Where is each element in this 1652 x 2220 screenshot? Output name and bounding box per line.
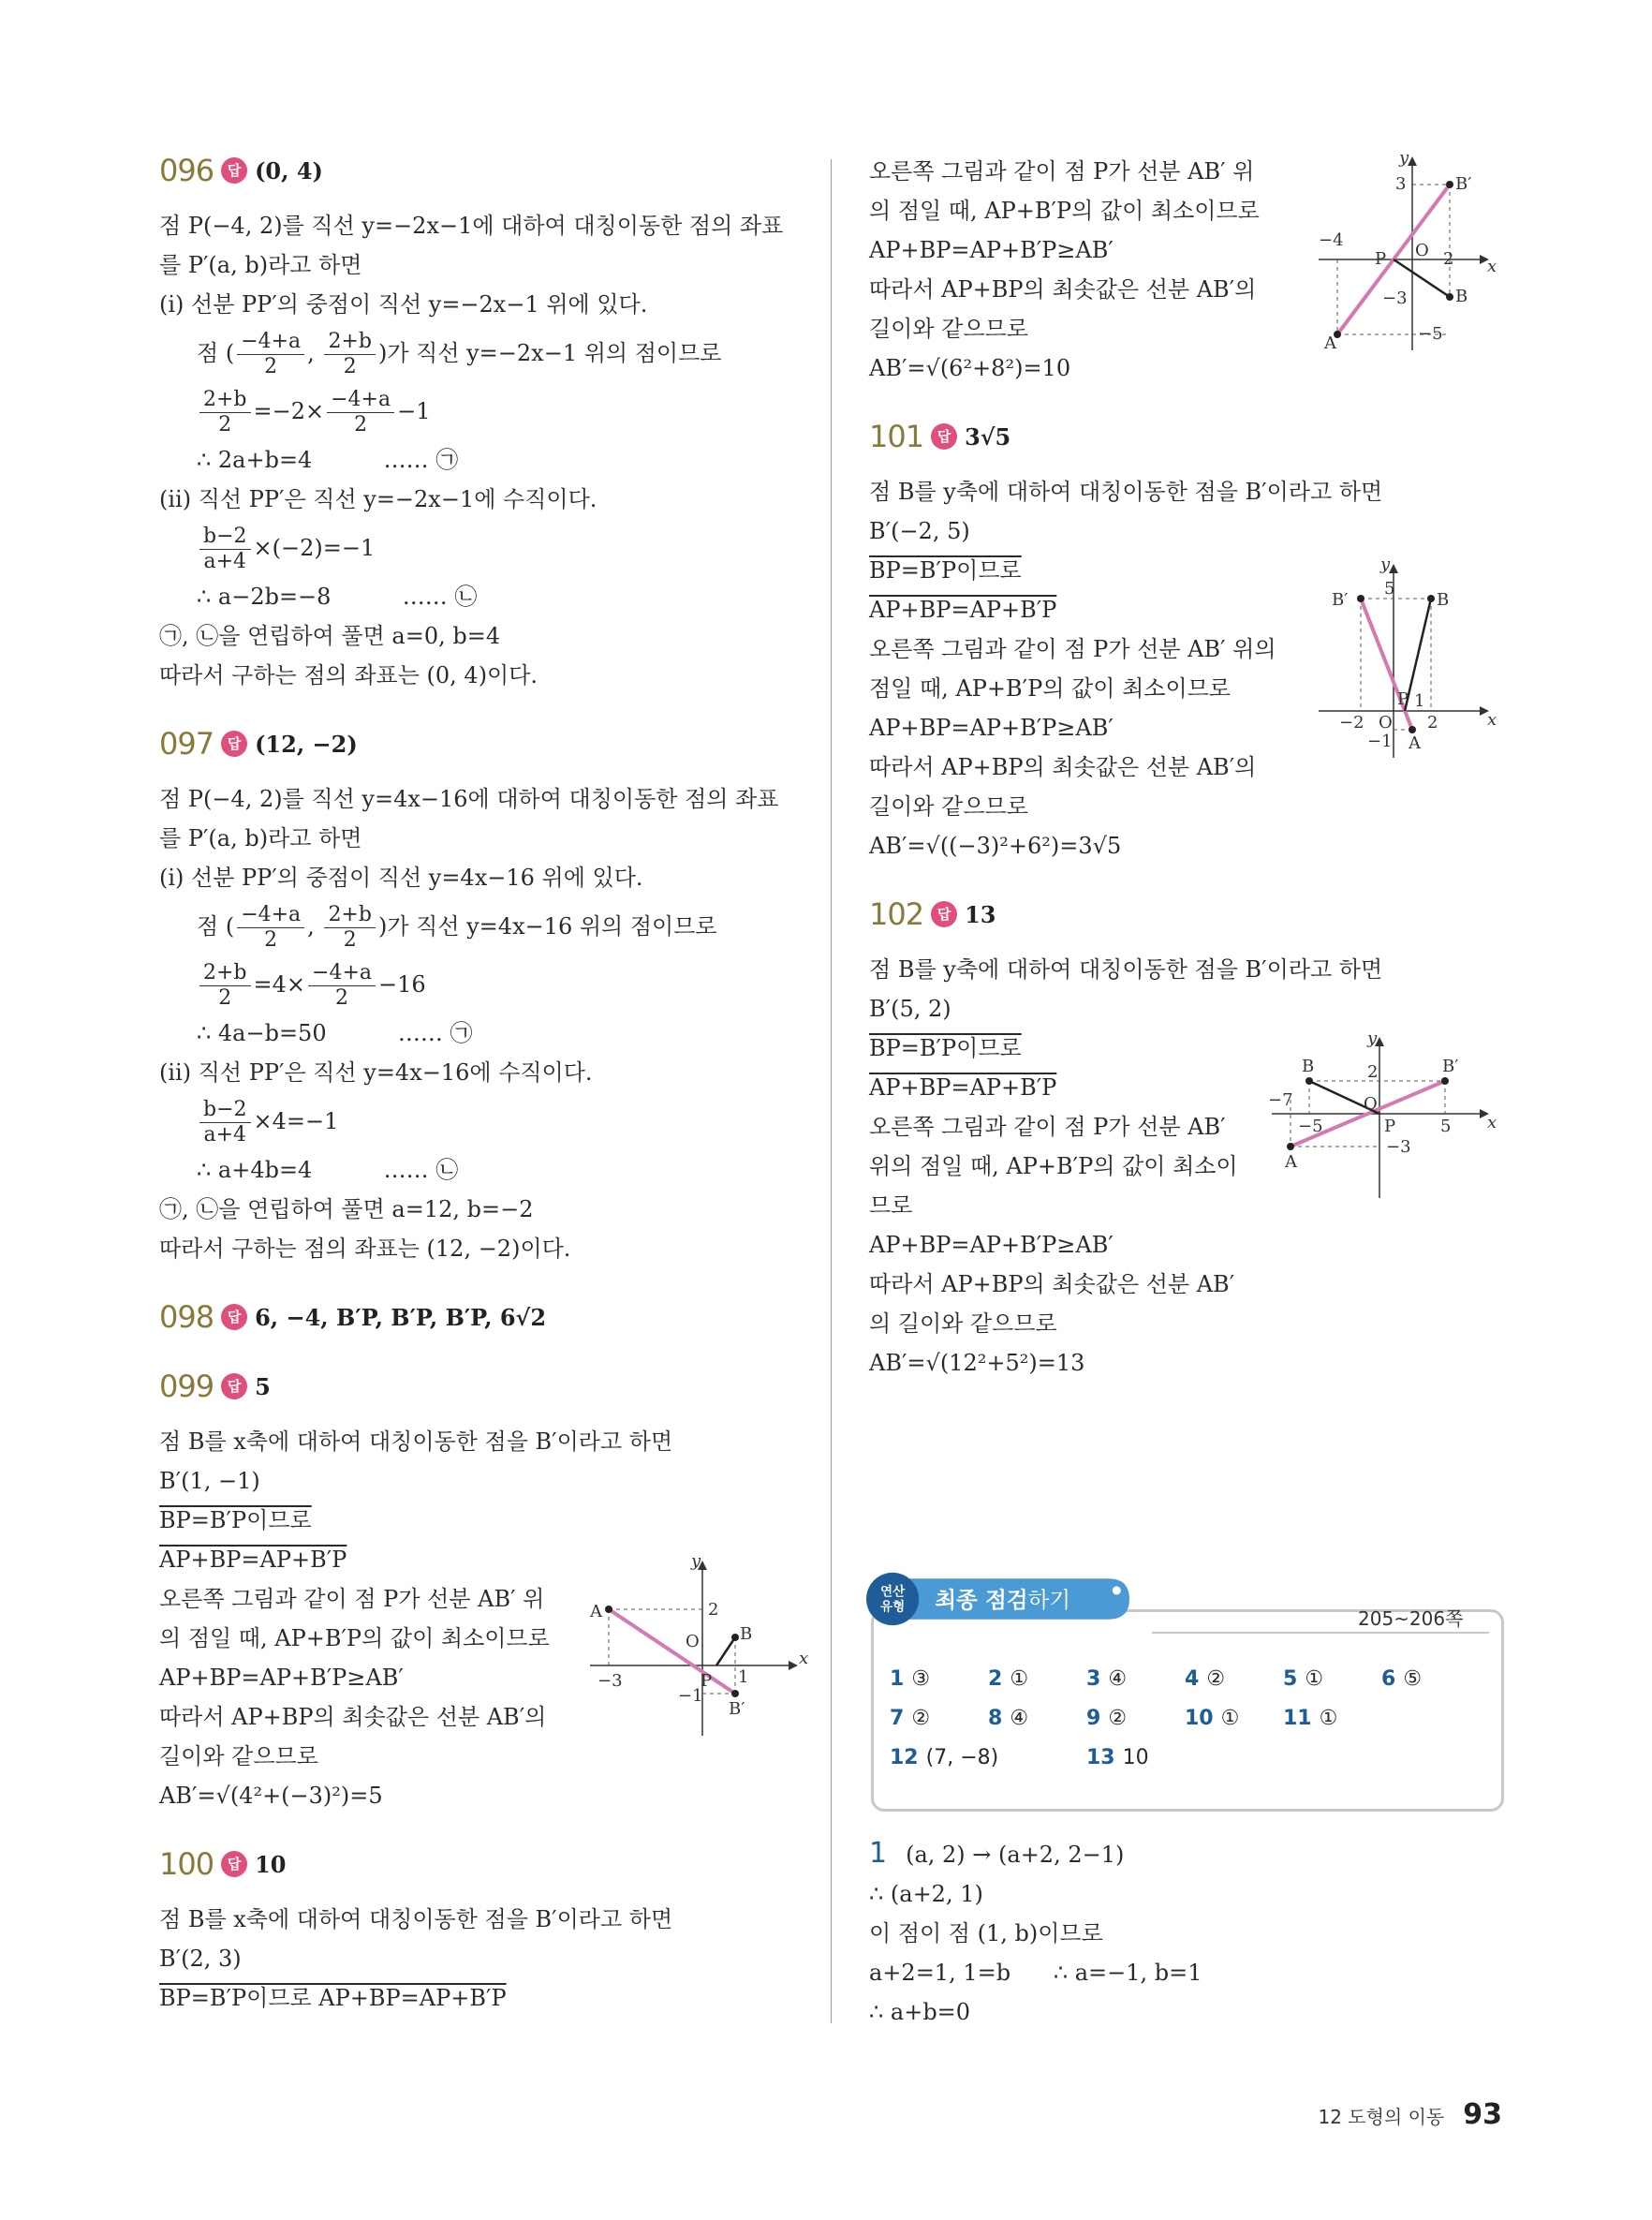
item-answer: ① <box>1319 1707 1338 1730</box>
text-line: (ⅱ) 직선 PP′은 직선 y=−2x−1에 수직이다. <box>159 486 597 512</box>
text-line: B′(1, −1) <box>159 1468 260 1494</box>
text-line: BP=B′P이므로 <box>159 1507 312 1533</box>
formula-line <box>159 519 796 577</box>
text: 점 ( <box>197 340 235 366</box>
text-line: AP+BP=AP+B′P≥AB′ <box>869 237 1114 263</box>
text-line: 길이와 같으므로 <box>159 1743 318 1769</box>
item-number: 8 <box>988 1707 1003 1730</box>
text-line: 길이와 같으므로 <box>869 793 1028 820</box>
denominator: a+4 <box>203 550 247 573</box>
left-column <box>159 150 809 2046</box>
x-label: x <box>1487 257 1497 276</box>
answer-value: (12, −2) <box>255 730 358 758</box>
text: )가 직선 y=4x−16 위의 점이므로 <box>377 913 717 940</box>
page-number: 93 <box>1463 2098 1502 2131</box>
text-line: (ⅱ) 직선 PP′은 직선 y=4x−16에 수직이다. <box>159 1059 593 1086</box>
numerator: −4+a <box>237 330 304 355</box>
text-line: 점일 때, AP+B′P의 값이 최소이므로 <box>869 675 1231 702</box>
denominator: 2 <box>343 928 357 952</box>
answer-item <box>1086 1707 1127 1730</box>
text-line: 점 B를 x축에 대하여 대칭이동한 점을 B′이라고 하면 <box>159 1428 673 1455</box>
point-b <box>1427 595 1435 602</box>
item-number: 13 <box>1086 1746 1115 1769</box>
text-line: ∴ 2a+b=4 …… ㉠ <box>197 447 459 473</box>
item-answer: ② <box>1206 1667 1226 1691</box>
tick-minus-5: −5 <box>1298 1117 1323 1136</box>
answer-item <box>988 1707 1028 1730</box>
answer-badge: 답 <box>221 731 247 757</box>
label-a: A <box>1409 733 1421 753</box>
tick-minus-5: −5 <box>1418 324 1443 344</box>
text: −1 <box>397 398 431 424</box>
item-number: 11 <box>1283 1707 1312 1730</box>
tick-5: 5 <box>1384 579 1395 599</box>
numerator: 2+b <box>199 961 251 986</box>
label-p: P <box>1384 1117 1396 1136</box>
problem-header <box>159 1296 796 1338</box>
text-line: AP+BP=AP+B′P≥AB′ <box>159 1665 404 1691</box>
denominator: 2 <box>335 986 348 1010</box>
formula-line: 점 ( $\frac{-4+a}{2}$ , $\frac{2+b}{2}$ )가 직선 y=−2x−1 위의 점이므로 <box>197 330 722 378</box>
point-b-prime <box>1446 181 1453 188</box>
label-b-prime: B′ <box>1332 590 1349 610</box>
item-answer: ④ <box>1010 1707 1029 1730</box>
text-line: AP+BP=AP+B′P≥AB′ <box>869 1232 1114 1258</box>
text: 점 ( <box>197 913 235 940</box>
tick-2: 2 <box>1443 249 1454 269</box>
tick-2: 2 <box>708 1600 719 1620</box>
item-answer: ③ <box>911 1667 931 1691</box>
tick-minus-2: −2 <box>1339 713 1364 733</box>
fraction <box>237 330 304 379</box>
point-b <box>1446 293 1453 301</box>
problem-102 <box>869 894 1506 1383</box>
y-arrow-icon <box>1408 156 1417 166</box>
answer-item <box>890 1707 930 1730</box>
label-b-prime: B′ <box>1442 1057 1459 1076</box>
answer-item <box>890 1746 998 1769</box>
fraction <box>324 330 376 379</box>
item-answer: 10 <box>1122 1746 1149 1769</box>
y-label: y <box>1380 555 1391 574</box>
text-line: 위의 점일 때, AP+B′P의 값이 최소이 <box>869 1153 1238 1179</box>
formula-line <box>159 955 796 1014</box>
item-answer: ④ <box>1108 1667 1128 1691</box>
point-b <box>731 1634 739 1641</box>
answer-badge: 답 <box>931 423 957 450</box>
text-line: 오른쪽 그림과 같이 점 P가 선분 AB′ 위 <box>869 158 1255 185</box>
text-line: BP=B′P이므로 AP+BP=AP+B′P <box>159 1985 507 2011</box>
text-line: ∴ a+4b=4 …… ㉡ <box>197 1157 459 1183</box>
text-line: 의 점일 때, AP+B′P의 값이 최소이므로 <box>159 1625 550 1651</box>
tick-minus-3: −3 <box>597 1671 623 1691</box>
text-line: (ⅰ) 선분 PP′의 중점이 직선 y=−2x−1 위에 있다. <box>159 291 648 318</box>
tick-2: 2 <box>1427 713 1438 733</box>
answer-value: 10 <box>255 1850 287 1878</box>
item-number: 3 <box>1086 1667 1101 1691</box>
fraction <box>199 388 251 437</box>
item-number: 6 <box>1381 1667 1396 1691</box>
denominator: 2 <box>218 986 232 1010</box>
tag-text-1: 연산 <box>879 1584 906 1600</box>
text-line: 므로 <box>869 1192 913 1219</box>
tick-minus-7: −7 <box>1268 1090 1293 1110</box>
header-rule <box>1152 1632 1489 1634</box>
text: −16 <box>378 971 426 998</box>
answer-item <box>1185 1667 1225 1691</box>
page-footer <box>1318 2098 1502 2131</box>
text: (a, 2) → (a+2, 2−1) <box>906 1842 1125 1868</box>
label-b: B <box>1437 590 1450 610</box>
point-b-prime <box>731 1690 739 1697</box>
problem-096 <box>159 150 796 695</box>
problem-header <box>869 416 1506 457</box>
tick-minus-4: −4 <box>1319 230 1344 250</box>
label-o: O <box>1379 713 1393 733</box>
answer-badge: 답 <box>221 1304 247 1330</box>
text-line: ㉠, ㉡을 연립하여 풀면 a=12, b=−2 <box>159 1196 534 1222</box>
label-b-prime: B′ <box>1455 174 1472 194</box>
item-number: 7 <box>890 1707 905 1730</box>
solution-line <box>869 1834 1506 1874</box>
figure-099 <box>581 1551 809 1740</box>
answer-item <box>1086 1667 1127 1691</box>
numerator: −4+a <box>327 388 394 413</box>
label-b: B <box>740 1624 753 1644</box>
numerator: b−2 <box>199 525 251 550</box>
label-b: B <box>1455 287 1468 306</box>
text-line: 의 점일 때, AP+B′P의 값이 최소이므로 <box>869 198 1260 224</box>
numerator: −4+a <box>237 903 304 928</box>
text-line: BP=B′P이므로 <box>869 1035 1022 1061</box>
problem-header <box>159 150 796 191</box>
formula-line <box>159 382 796 440</box>
label-a: A <box>1285 1152 1297 1172</box>
tick-minus-1: −1 <box>1367 732 1393 751</box>
problem-098 <box>159 1296 796 1338</box>
denominator: 2 <box>264 355 278 378</box>
text-line: AB′=√(12²+5²)=13 <box>869 1350 1085 1376</box>
numerator: −4+a <box>308 961 376 986</box>
point-b-prime <box>1441 1077 1449 1085</box>
fraction <box>324 903 376 953</box>
text-line: AB′=√((−3)²+6²)=3√5 <box>869 833 1122 859</box>
tick-2: 2 <box>1367 1062 1379 1082</box>
problem-100-continued <box>869 148 1506 388</box>
text-line: 오른쪽 그림과 같이 점 P가 선분 AB′ 위의 <box>869 636 1276 662</box>
text-line: AP+BP=AP+B′P≥AB′ <box>869 715 1114 741</box>
answer-item <box>1086 1746 1149 1769</box>
denominator: 2 <box>343 355 357 378</box>
item-answer: ⑤ <box>1403 1667 1423 1691</box>
text-line: AP+BP=AP+B′P <box>869 597 1057 623</box>
answer-item <box>988 1667 1028 1691</box>
x-arrow-icon <box>789 1661 798 1670</box>
formula-line: 점 ( $\frac{-4+a}{2}$ , $\frac{2+b}{2}$ )가 직선 y=4x−16 위의 점이므로 <box>197 903 717 952</box>
text-line: ∴ 4a−b=50 …… ㉠ <box>197 1020 473 1046</box>
point-a <box>1409 726 1416 733</box>
answer-badge: 답 <box>221 1373 247 1399</box>
chapter-label: 12 도형의 이동 <box>1318 2106 1445 2128</box>
text-line: 따라서 AP+BP의 최솟값은 선분 AB′의 <box>159 1704 547 1730</box>
figure-100 <box>1309 148 1497 353</box>
text-line: AB′=√(6²+8²)=10 <box>869 355 1071 381</box>
item-number: 9 <box>1086 1707 1101 1730</box>
text: =4× <box>253 971 306 998</box>
tick-1: 1 <box>738 1667 749 1687</box>
label-a: A <box>1324 333 1336 353</box>
point-b <box>1305 1077 1313 1085</box>
text-line: ∴ (a+2, 1) <box>869 1881 983 1907</box>
fraction <box>199 525 251 574</box>
text-line: 를 P′(a, b)라고 하면 <box>159 825 362 851</box>
fraction <box>308 961 376 1011</box>
denominator: 2 <box>354 413 368 437</box>
item-answer: (7, −8) <box>925 1746 999 1769</box>
page-range: 205~206쪽 <box>1358 1607 1464 1630</box>
numerator: 2+b <box>199 388 251 413</box>
tick-minus-3: −3 <box>1386 1137 1411 1157</box>
text-line: B′(2, 3) <box>159 1946 242 1972</box>
label-o: O <box>686 1632 700 1651</box>
fraction <box>199 1098 251 1147</box>
answer-value: 3√5 <box>965 422 1011 451</box>
x-label: x <box>1487 710 1497 730</box>
answer-item <box>1185 1707 1239 1730</box>
item-answer: ② <box>1108 1707 1128 1730</box>
problem-number: 100 <box>159 1846 214 1882</box>
answer-item <box>1283 1667 1323 1691</box>
problem-header <box>159 1366 796 1407</box>
text-line: 점 B를 y축에 대하여 대칭이동한 점을 B′이라고 하면 <box>869 956 1383 983</box>
text-line: 를 P′(a, b)라고 하면 <box>159 252 362 278</box>
item-number: 4 <box>1185 1667 1200 1691</box>
answer-value: 5 <box>255 1372 271 1400</box>
answer-badge: 답 <box>221 1851 247 1877</box>
denominator: 2 <box>264 928 278 952</box>
answer-badge: 답 <box>931 901 957 927</box>
answer-item <box>1381 1667 1422 1691</box>
fraction <box>327 388 394 437</box>
text-line: 점 B를 y축에 대하여 대칭이동한 점을 B′이라고 하면 <box>869 479 1383 505</box>
item-answer: ① <box>1010 1667 1029 1691</box>
text-line: 따라서 AP+BP의 최솟값은 선분 AB′ <box>869 1271 1235 1297</box>
dot-icon <box>1113 1586 1121 1594</box>
denominator: 2 <box>218 413 232 437</box>
problem-number: 097 <box>159 726 214 762</box>
text-line: 길이와 같으므로 <box>869 316 1028 342</box>
tick-3: 3 <box>1395 174 1407 194</box>
text-line: 따라서 AP+BP의 최솟값은 선분 AB′의 <box>869 754 1257 780</box>
tick-5: 5 <box>1440 1117 1452 1136</box>
formula-line <box>159 1092 796 1150</box>
problem-099 <box>159 1366 809 1815</box>
text-line: AP+BP=AP+B′P <box>159 1547 347 1573</box>
text-line: 이 점이 점 (1, b)이므로 <box>869 1920 1103 1946</box>
text-line: 따라서 구하는 점의 좌표는 (12, −2)이다. <box>159 1236 571 1262</box>
y-arrow-icon <box>1389 564 1398 573</box>
tick-1: 1 <box>1414 691 1425 711</box>
solution-1 <box>869 1834 1506 2032</box>
text-line: AP+BP=AP+B′P <box>869 1074 1057 1101</box>
answer-item <box>890 1667 930 1691</box>
text-line: 오른쪽 그림과 같이 점 P가 선분 AB′ <box>869 1114 1226 1140</box>
point-b-prime <box>1357 595 1364 602</box>
text-line: B′(5, 2) <box>869 996 951 1022</box>
text-line: a+2=1, 1=b ∴ a=−1, b=1 <box>869 1960 1202 1986</box>
label-p: P <box>1375 249 1387 269</box>
item-answer: ② <box>911 1707 931 1730</box>
text: =−2× <box>253 398 325 424</box>
answer-badge: 답 <box>221 157 247 184</box>
item-number: 12 <box>890 1746 919 1769</box>
title-bold-part: 최종 점검 <box>935 1587 1028 1614</box>
text-line: BP=B′P이므로 <box>869 557 1022 584</box>
fraction <box>237 903 304 953</box>
text: )가 직선 y=−2x−1 위의 점이므로 <box>377 340 722 366</box>
point-a <box>605 1606 612 1613</box>
numerator: 2+b <box>324 330 376 355</box>
problem-100 <box>159 1843 796 2018</box>
item-answer: ① <box>1220 1707 1240 1730</box>
y-label: y <box>1399 148 1409 168</box>
title-bold <box>935 1587 1070 1613</box>
denominator: a+4 <box>203 1123 247 1147</box>
problem-number: 102 <box>869 896 924 932</box>
y-label: y <box>691 1551 701 1571</box>
answer-value: (0, 4) <box>255 156 323 185</box>
text-line: 오른쪽 그림과 같이 점 P가 선분 AB′ 위 <box>159 1586 545 1612</box>
numerator: b−2 <box>199 1098 251 1123</box>
label-p: P <box>1397 689 1409 709</box>
text-line: (ⅰ) 선분 PP′의 중점이 직선 y=4x−16 위에 있다. <box>159 865 643 891</box>
x-label: x <box>1487 1113 1497 1132</box>
item-answer: ① <box>1305 1667 1324 1691</box>
problem-number: 099 <box>159 1369 214 1404</box>
segment-ab-prime <box>609 1609 735 1694</box>
figure-102 <box>1262 1029 1497 1203</box>
label-o: O <box>1415 241 1429 260</box>
point-a <box>1287 1143 1294 1150</box>
problem-header <box>159 1843 796 1885</box>
problem-097 <box>159 723 796 1268</box>
item-number: 5 <box>1283 1667 1298 1691</box>
title-light-part: 하기 <box>1027 1587 1071 1614</box>
text-line: B′(−2, 5) <box>869 518 970 544</box>
final-check-header <box>848 1572 1157 1626</box>
tick-minus-3: −3 <box>1382 289 1408 308</box>
tag-text-2: 유형 <box>879 1599 906 1615</box>
column-divider <box>831 159 832 2023</box>
text-line: 점 B를 x축에 대하여 대칭이동한 점을 B′이라고 하면 <box>159 1906 673 1932</box>
text-line: 점 P(−4, 2)를 직선 y=4x−16에 대하여 대칭이동한 점의 좌표 <box>159 786 779 812</box>
label-a: A <box>590 1602 602 1621</box>
item-number: 2 <box>988 1667 1003 1691</box>
text: ×4=−1 <box>253 1108 339 1134</box>
solution-number: 1 <box>869 1837 888 1870</box>
text-line: ∴ a−2b=−8 …… ㉡ <box>197 584 478 610</box>
text: ×(−2)=−1 <box>253 535 376 561</box>
numerator: 2+b <box>324 903 376 928</box>
problem-header <box>159 723 796 764</box>
text-line: 따라서 구하는 점의 좌표는 (0, 4)이다. <box>159 662 538 688</box>
fraction <box>199 961 251 1011</box>
text-line: 의 길이와 같으므로 <box>869 1310 1057 1337</box>
y-label: y <box>1367 1029 1378 1048</box>
figure-101 <box>1309 556 1497 762</box>
label-b-prime: B′ <box>729 1699 745 1719</box>
problem-number: 098 <box>159 1299 214 1335</box>
label-o: O <box>1364 1094 1378 1114</box>
x-label: x <box>799 1649 809 1668</box>
segment-pb <box>716 1637 735 1665</box>
tick-minus-1: −1 <box>678 1686 703 1706</box>
right-column <box>869 148 1506 1411</box>
answer-item <box>1283 1707 1337 1730</box>
text-line: ∴ a+b=0 <box>869 1999 971 2025</box>
answer-value: 13 <box>965 900 996 928</box>
problem-number: 101 <box>869 419 924 454</box>
text-line: 따라서 AP+BP의 최솟값은 선분 AB′의 <box>869 276 1257 303</box>
text-line: ㉠, ㉡을 연립하여 풀면 a=0, b=4 <box>159 623 501 649</box>
label-p: P <box>701 1671 713 1691</box>
text-line: AB′=√(4²+(−3)²)=5 <box>159 1783 383 1809</box>
item-number: 10 <box>1185 1707 1214 1730</box>
problem-101 <box>869 416 1506 866</box>
problem-header <box>869 894 1506 935</box>
item-number: 1 <box>890 1667 905 1691</box>
problem-number: 096 <box>159 153 214 188</box>
answer-value: 6, −4, B′P, B′P, B′P, 6√2 <box>255 1303 547 1331</box>
text-line: 점 P(−4, 2)를 직선 y=−2x−1에 대하여 대칭이동한 점의 좌표 <box>159 213 784 239</box>
label-b: B <box>1302 1057 1315 1076</box>
